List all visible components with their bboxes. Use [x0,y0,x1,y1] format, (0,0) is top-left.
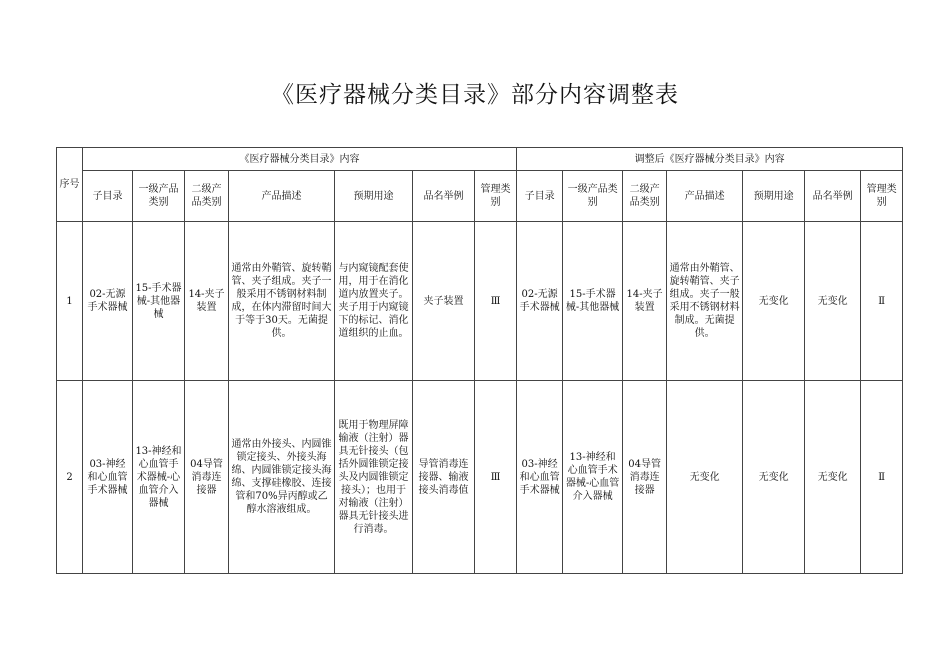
table-row [57,381,903,574]
adj-secondary-category: 04导管消毒连接器 [623,381,667,574]
orig-sub-catalog: 02-无源手术器械 [83,222,133,381]
adj-secondary-category: 14-夹子装置 [623,222,667,381]
orig-example-name: 导管消毒连接器、输液接头消毒值 [413,381,475,574]
header-adj-mgmt-class: 管理类别 [861,171,903,222]
table-row [57,222,903,381]
adj-example-name: 无变化 [805,381,861,574]
adj-description: 通常由外鞘管、旋转鞘管、夹子组成。夹子一般采用不锈钢材料制成。无菌提供。 [667,222,743,381]
header-secondary-category: 二级产品类别 [185,171,229,222]
orig-secondary-category: 04导管消毒连接器 [185,381,229,574]
orig-description: 通常由外接头、内圆锥锁定接头、外接头海绵、内圆锥锁定接头海绵、支撑硅橡胶、连接管和70%异丙醇或乙醇水溶液组成。 [229,381,335,574]
adj-description: 无变化 [667,381,743,574]
header-sub-catalog: 子目录 [83,171,133,222]
adj-sub-catalog: 03-神经和心血管手术器械 [517,381,563,574]
adj-intended-use: 无变化 [743,381,805,574]
header-row-group [57,148,903,171]
header-original-group: 《医疗器械分类目录》内容 [83,148,517,171]
orig-description: 通常由外鞘管、旋转鞘管、夹子组成。夹子一般采用不锈钢材料制成，在体内滞留时间大于等于30天。无菌提供。 [229,222,335,381]
orig-sub-catalog: 03-神经和心血管手术器械 [83,381,133,574]
adj-example-name: 无变化 [805,222,861,381]
orig-primary-category: 13-神经和心血管手术器械-心血管介入器械 [133,381,185,574]
header-adj-intended-use: 预期用途 [743,171,805,222]
adj-mgmt-class: Ⅱ [861,381,903,574]
header-adj-sub-catalog: 子目录 [517,171,563,222]
adj-intended-use: 无变化 [743,222,805,381]
orig-intended-use: 既用于物理屏障输液（注射）器具无针接头（包括外圆锥锁定接头及内圆锥锁定接头）；也用于对输液（注射）器具无针接头进行消毒。 [335,381,413,574]
header-example-name: 品名举例 [413,171,475,222]
orig-mgmt-class: Ⅲ [475,222,517,381]
orig-mgmt-class: Ⅲ [475,381,517,574]
adjustment-table [56,147,903,574]
adj-primary-category: 15-手术器械-其他器械 [563,222,623,381]
row-seq: 1 [57,222,83,381]
adj-primary-category: 13-神经和心血管手术器械-心血管介入器械 [563,381,623,574]
page-title: 《医疗器械分类目录》部分内容调整表 [271,82,679,108]
header-adj-primary-category: 一级产品类别 [563,171,623,222]
header-primary-category: 一级产品类别 [133,171,185,222]
orig-primary-category: 15-手术器械-其他器械 [133,222,185,381]
header-adj-example-name: 品名举例 [805,171,861,222]
orig-secondary-category: 14-夹子装置 [185,222,229,381]
header-seq: 序号 [57,148,83,222]
header-row-columns [57,171,903,222]
header-intended-use: 预期用途 [335,171,413,222]
header-description: 产品描述 [229,171,335,222]
header-adjusted-group: 调整后《医疗器械分类目录》内容 [517,148,903,171]
adj-sub-catalog: 02-无源手术器械 [517,222,563,381]
header-mgmt-class: 管理类别 [475,171,517,222]
header-adj-description: 产品描述 [667,171,743,222]
orig-intended-use: 与内窥镜配套使用，用于在消化道内放置夹子。夹子用于内窥镜下的标记、消化道组织的止血。 [335,222,413,381]
orig-example-name: 夹子装置 [413,222,475,381]
adj-mgmt-class: Ⅱ [861,222,903,381]
row-seq: 2 [57,381,83,574]
header-adj-secondary-category: 二级产品类别 [623,171,667,222]
